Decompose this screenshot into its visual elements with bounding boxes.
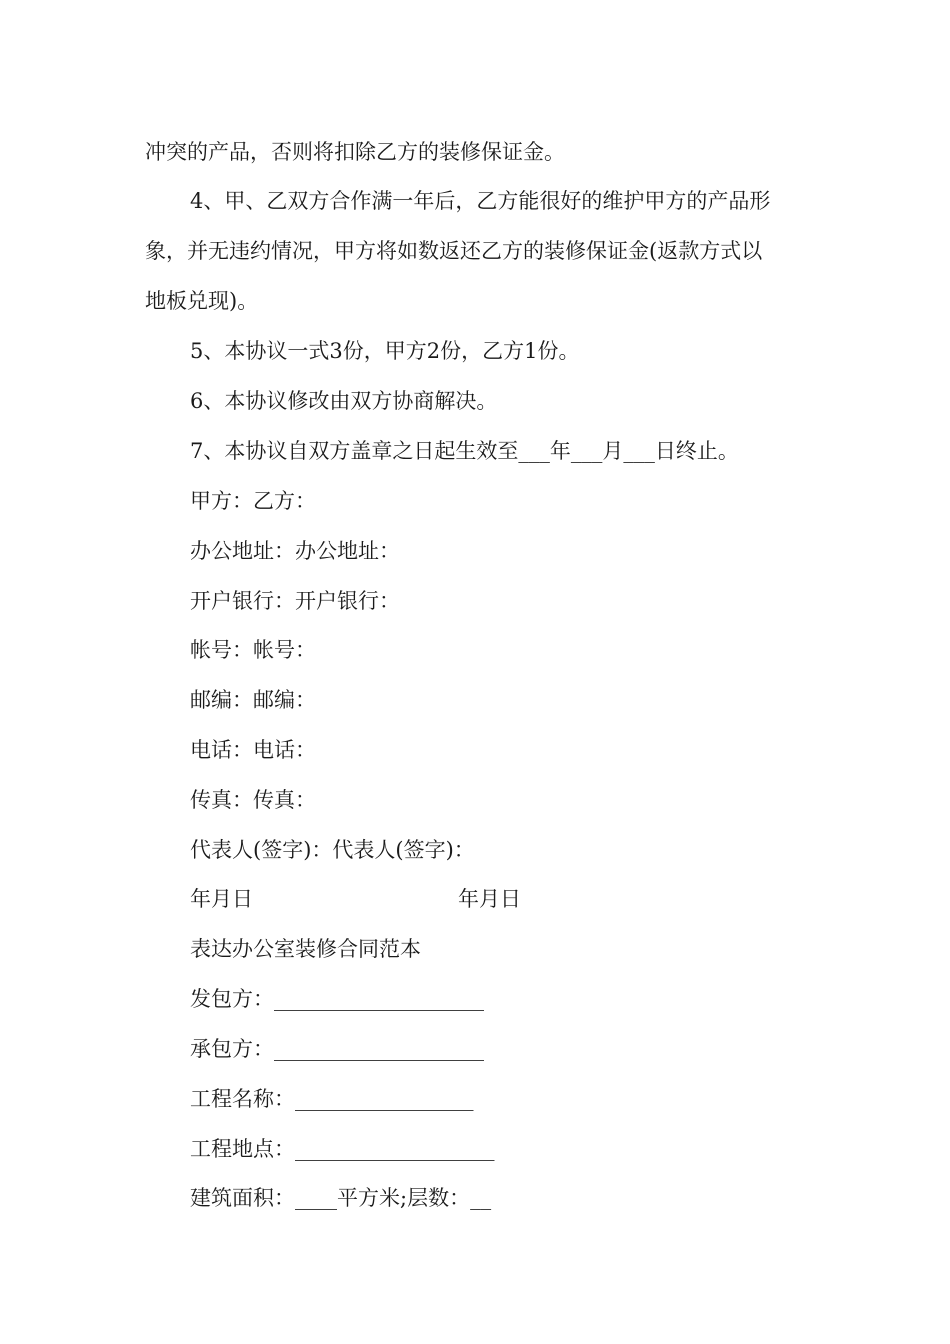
project-name-field: 工程名称：_________________: [190, 1087, 474, 1111]
paragraph-line: 冲突的产品，否则将扣除乙方的装修保证金。: [145, 140, 565, 164]
clause-4-line-3: 地板兑现)。: [145, 289, 259, 313]
clause-5: 5、本协议一式3份，甲方2份，乙方1份。: [190, 339, 580, 363]
contract-title: 表达办公室装修合同范本: [190, 937, 421, 961]
clause-7: 7、本协议自双方盖章之日起生效至___年___月___日终止。: [190, 439, 739, 463]
fax: 传真：传真：: [190, 788, 316, 812]
contractor-field: 承包方：____________________: [190, 1037, 484, 1061]
employer-field: 发包方：____________________: [190, 987, 484, 1011]
representative-signature: 代表人(签字)：代表人(签字)：: [190, 838, 475, 862]
party-names: 甲方：乙方：: [190, 489, 316, 513]
signature-date-left: 年月日: [190, 887, 253, 911]
clause-4-line-1: 4、甲、乙双方合作满一年后，乙方能很好的维护甲方的产品形: [190, 189, 771, 213]
clause-6: 6、本协议修改由双方协商解决。: [190, 389, 498, 413]
signature-date-right: 年月日: [458, 887, 521, 911]
office-address: 办公地址：办公地址：: [190, 539, 400, 563]
clause-4-line-2: 象，并无违约情况，甲方将如数返还乙方的装修保证金(返款方式以: [145, 239, 763, 263]
project-location-field: 工程地点：___________________: [190, 1137, 495, 1161]
account-number: 帐号：帐号：: [190, 638, 316, 662]
postal-code: 邮编：邮编：: [190, 688, 316, 712]
bank-name: 开户银行：开户银行：: [190, 589, 400, 613]
building-area-field: 建筑面积：____平方米;层数：__: [190, 1186, 492, 1210]
phone: 电话：电话：: [190, 738, 316, 762]
